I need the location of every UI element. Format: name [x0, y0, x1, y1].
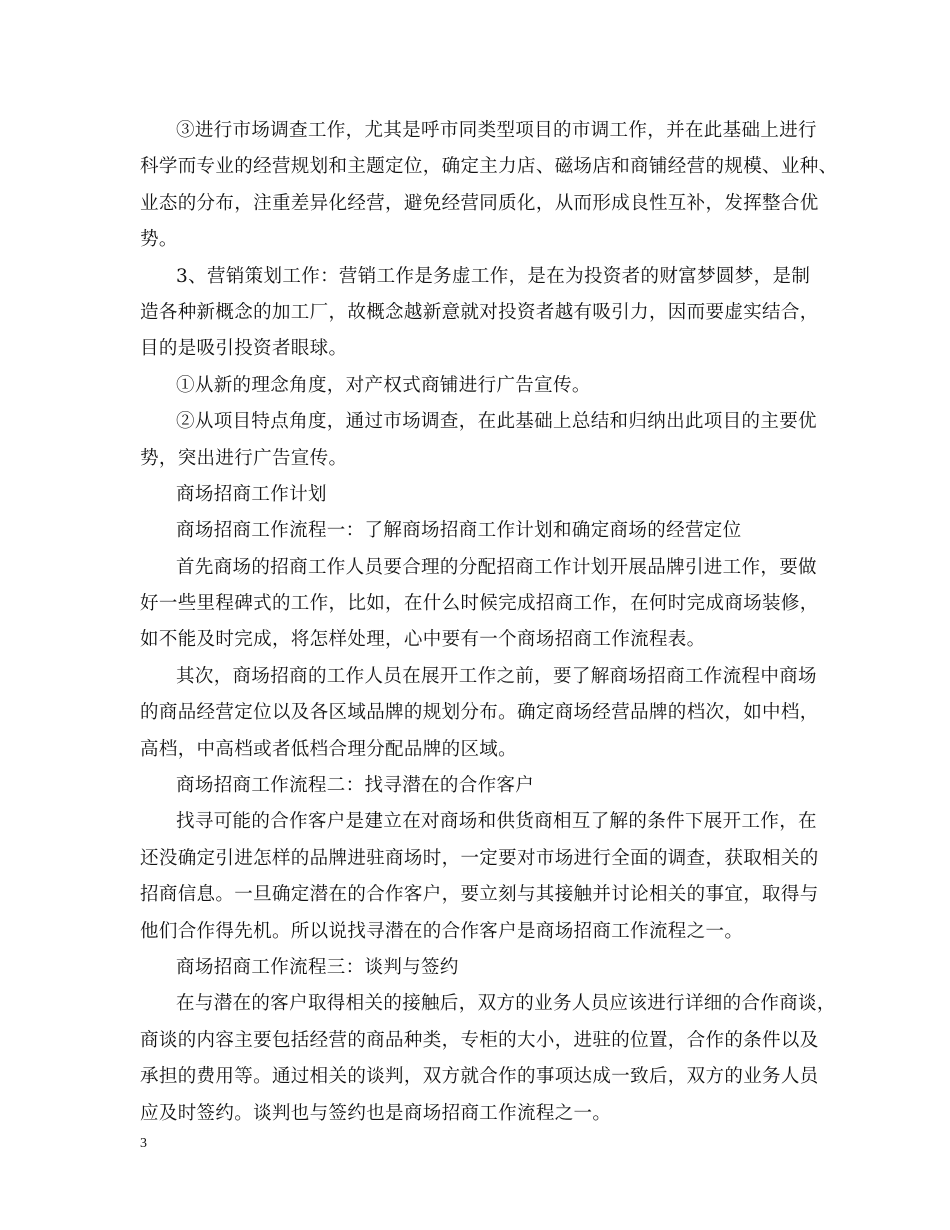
- text-line: 造各种新概念的加工厂，故概念越新意就对投资者越有吸引力，因而要虚实结合，: [140, 301, 819, 323]
- page-number: 3: [140, 1136, 147, 1151]
- text-line: 的商品经营定位以及各区域品牌的规划分布。确定商场经营品牌的档次，如中档，: [140, 702, 819, 724]
- text-line: 科学而专业的经营规划和主题定位，确定主力店、磁场店和商铺经营的规模、业种、: [140, 156, 838, 178]
- text-line: 商场招商工作流程三：谈判与签约: [176, 956, 459, 978]
- text-line: 商谈的内容主要包括经营的商品种类，专柜的大小，进驻的位置，合作的条件以及: [140, 1029, 819, 1051]
- text-line: ③进行市场调查工作，尤其是呼市同类型项目的市调工作，并在此基础上进行: [176, 120, 817, 141]
- text-line: 承担的费用等。通过相关的谈判，双方就合作的事项达成一致后，双方的业务人员: [140, 1066, 819, 1088]
- text-line: 势，突出进行广告宣传。: [140, 447, 348, 469]
- text-line: 商场招商工作计划: [176, 483, 327, 505]
- text-line: 3、营销策划工作：营销工作是务虚工作，是在为投资者的财富梦圆梦，是制: [176, 265, 811, 287]
- text-line: 好一些里程碑式的工作，比如，在什么时候完成招商工作，在何时完成商场装修，: [140, 593, 819, 615]
- text-line: 业态的分布，注重差异化经营，避免经营同质化，从而形成良性互补，发挥整合优: [140, 192, 819, 214]
- text-line: 商场招商工作流程一：了解商场招商工作计划和确定商场的经营定位: [176, 520, 742, 542]
- text-line: 招商信息。一旦确定潜在的合作客户，要立刻与其接触并讨论相关的事宜，取得与: [140, 884, 819, 906]
- text-line: 目的是吸引投资者眼球。: [140, 338, 348, 360]
- text-line: 首先商场的招商工作人员要合理的分配招商工作计划开展品牌引进工作，要做: [176, 556, 817, 578]
- text-line: 如不能及时完成，将怎样处理，心中要有一个商场招商工作流程表。: [140, 629, 706, 651]
- text-line: 还没确定引进怎样的品牌进驻商场时，一定要对市场进行全面的调查，获取相关的: [140, 847, 819, 869]
- text-line: ①从新的理念角度，对产权式商铺进行广告宣传。: [176, 374, 591, 396]
- text-line: 高档，中高档或者低档合理分配品牌的区域。: [140, 738, 518, 760]
- text-line: 他们合作得先机。所以说找寻潜在的合作客户是商场招商工作流程之一。: [140, 920, 744, 942]
- text-line: 势。: [140, 229, 178, 251]
- text-line: ②从项目特点角度，通过市场调查，在此基础上总结和归纳出此项目的主要优: [176, 411, 817, 433]
- text-line: 找寻可能的合作客户是建立在对商场和供货商相互了解的条件下展开工作，在: [176, 811, 817, 833]
- document-body: [140, 113, 840, 1132]
- text-line: 商场招商工作流程二：找寻潜在的合作客户: [176, 775, 535, 797]
- text-line: 在与潜在的客户取得相关的接触后，双方的业务人员应该进行详细的合作商谈，: [176, 993, 836, 1015]
- text-line: 应及时签约。谈判也与签约也是商场招商工作流程之一。: [140, 1102, 612, 1124]
- text-line: 其次，商场招商的工作人员在展开工作之前，要了解商场招商工作流程中商场: [176, 665, 817, 687]
